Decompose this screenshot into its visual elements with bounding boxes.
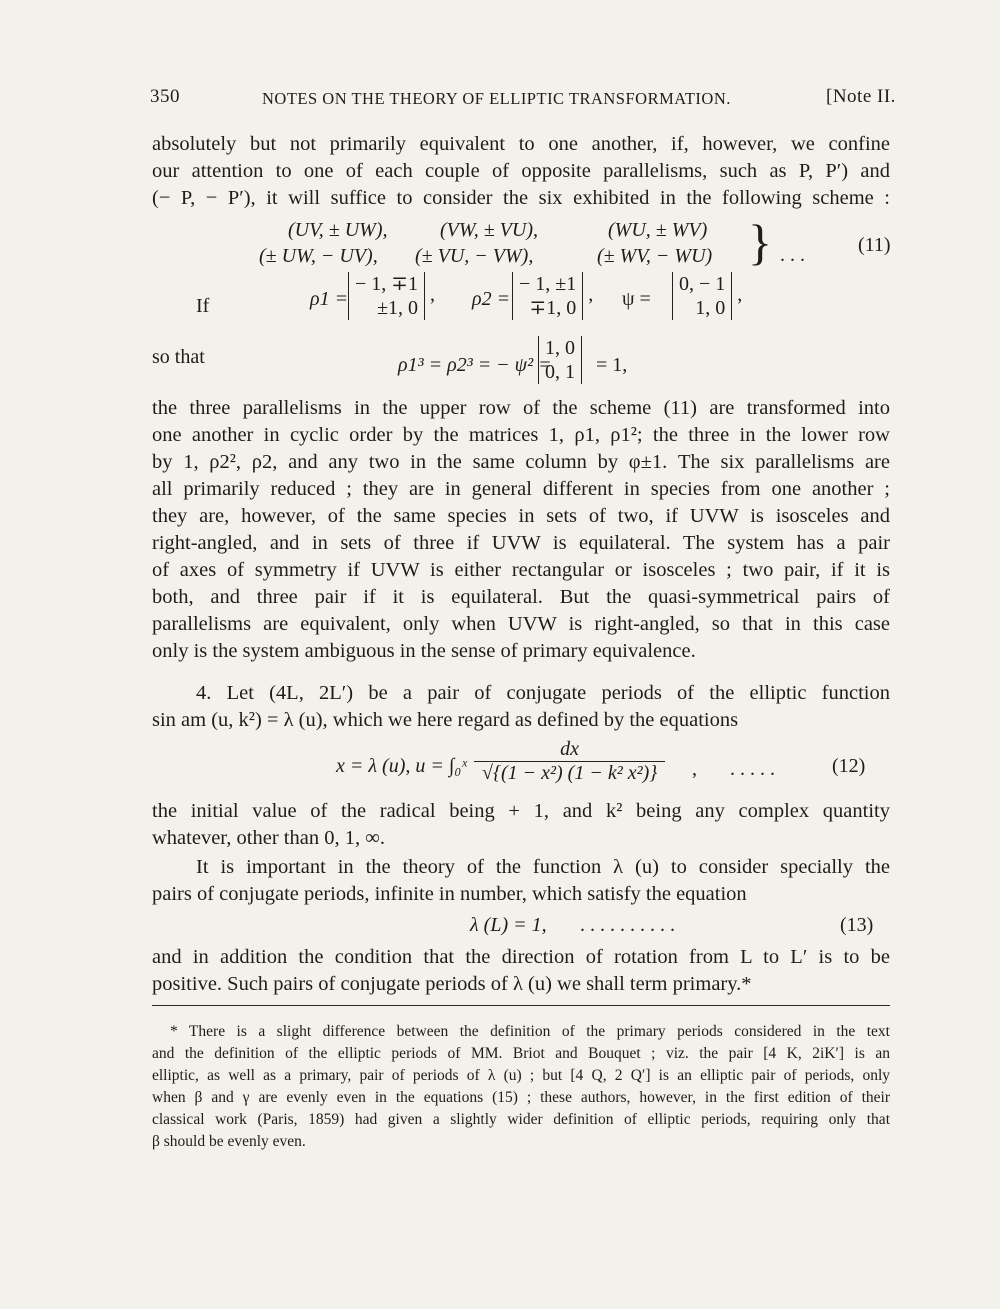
- scheme-row1-c: (WU, ± WV): [608, 219, 708, 241]
- scheme-dots: . . .: [780, 244, 805, 266]
- text-line: 4. Let (4L, 2L′) be a pair of conjugate periods of the elliptic function: [196, 682, 890, 704]
- text-line: by 1, ρ2², ρ2, and any two in the same column by φ±1. The six parallelisms are: [152, 451, 890, 473]
- fraction: [474, 738, 665, 785]
- scheme-row2-b: (± VU, − VW),: [415, 245, 534, 267]
- text-line: pairs of conjugate periods, infinite in number, which satisfy the equation: [152, 883, 747, 905]
- equation-number: (11): [858, 234, 891, 256]
- matrix-rho2: − 1, ±1 ∓1, 0 ,: [512, 272, 593, 320]
- determinant: [512, 272, 583, 320]
- denominator: √{(1 − x²) (1 − k² x²)}: [482, 762, 658, 784]
- psi-label: ψ =: [622, 288, 651, 310]
- eq12-dots: . . . . .: [730, 758, 775, 780]
- footnote-line: β should be evenly even.: [152, 1133, 306, 1150]
- matrix-rho1: − 1, ∓1 ±1, 0 ,: [348, 272, 435, 320]
- text-line: and in addition the condition that the direction of rotation from L to L′ is to be: [152, 946, 890, 968]
- right-brace: }: [748, 214, 772, 270]
- matrix-row: 0, − 1: [679, 273, 726, 295]
- matrix-row: − 1, ∓1: [355, 273, 419, 295]
- footnote-line: classical work (Paris, 1859) had given a slightly wider definition of elliptic periods, requiring only that: [152, 1111, 890, 1128]
- rho2-label: ρ2 =: [472, 288, 511, 310]
- footnote-line: when β and γ are evenly even in the equations (15) ; these authors, however, in the first edition of their: [152, 1089, 890, 1106]
- scheme-row1-a: (UV, ± UW),: [288, 219, 388, 241]
- note-label: [Note II.: [826, 86, 896, 107]
- scheme-row2-a: (± UW, − UV),: [259, 245, 378, 267]
- matrix-row: ∓1, 0: [529, 297, 577, 319]
- footnote-line: and the definition of the elliptic periods of MM. Briot and Bouquet ; viz. the pair [4 K, 2iK′] is an: [152, 1045, 890, 1062]
- footnote-line: elliptic, as well as a primary, pair of periods of λ (u) ; but [4 Q, 2 Q′] is an elliptic pair of periods, only: [152, 1067, 890, 1084]
- text-line: of axes of symmetry if UVW is either rectangular or isosceles ; two pair, if it is: [152, 559, 890, 581]
- text-line: right-angled, and in sets of three if UVW is equilateral. The system has a pair: [152, 532, 890, 554]
- text-line: all primarily reduced ; they are in general different in species from one another ;: [152, 478, 890, 500]
- text-line: absolutely but not primarily equivalent to one another, if, however, we confine: [152, 133, 890, 155]
- eq13-dots: . . . . . . . . . .: [580, 914, 675, 936]
- eq12-lhs: x = λ (u), u = ∫₀ˣ: [336, 755, 467, 777]
- text-line: only is the system ambiguous in the sense of primary equivalence.: [152, 640, 696, 662]
- text-line: sin am (u, k²) = λ (u), which we here regard as defined by the equations: [152, 709, 739, 731]
- footnote-rule: [152, 1005, 890, 1006]
- rho1-label: ρ1 =: [310, 288, 349, 310]
- identity-matrix: [538, 336, 582, 384]
- text-line: whatever, other than 0, 1, ∞.: [152, 827, 385, 849]
- scheme-row2-c: (± WV, − WU): [597, 245, 713, 267]
- matrix-row: ±1, 0: [377, 297, 419, 319]
- text-line: It is important in the theory of the function λ (u) to consider specially the: [196, 856, 890, 878]
- footnote-line: * There is a slight difference between the definition of the primary periods considered in the text: [170, 1023, 890, 1040]
- text-line: the three parallelisms in the upper row of the scheme (11) are transformed into: [152, 397, 890, 419]
- text-line: one another in cyclic order by the matrices 1, ρ1, ρ1²; the three in the lower row: [152, 424, 890, 446]
- determinant: [672, 272, 732, 320]
- so-that-rhs: = 1,: [596, 354, 628, 376]
- text-line: positive. Such pairs of conjugate periods of λ (u) we shall term primary.*: [152, 973, 752, 995]
- if-word: If: [196, 295, 210, 317]
- matrix-row: 1, 0: [545, 337, 575, 359]
- running-title: NOTES ON THE THEORY OF ELLIPTIC TRANSFORMATION.: [262, 89, 731, 108]
- eq13-expr: λ (L) = 1,: [470, 914, 547, 936]
- text-line: both, and three pair if it is equilateral. But the quasi-symmetrical pairs of: [152, 586, 890, 608]
- text-line: our attention to one of each couple of opposite parallelisms, such as P, P′) and: [152, 160, 890, 182]
- text-line: (− P, − P′), it will suffice to consider the six exhibited in the following scheme :: [152, 187, 890, 209]
- equation-number: (12): [832, 755, 866, 777]
- numerator: dx: [474, 738, 665, 762]
- text-line: parallelisms are equivalent, only when UVW is right-angled, so that in this case: [152, 613, 890, 635]
- matrix-row: 1, 0: [695, 297, 726, 319]
- eq12-tail: ,: [692, 758, 697, 780]
- so-that-word: so that: [152, 346, 205, 368]
- text-line: they are, however, of the same species in sets of two, if UVW is isosceles and: [152, 505, 890, 527]
- matrix-row: − 1, ±1: [519, 273, 577, 295]
- page-number: 350: [150, 86, 180, 107]
- determinant: [348, 272, 425, 320]
- matrix-psi: 0, − 1 1, 0 ,: [672, 272, 742, 320]
- text-line: the initial value of the radical being + 1, and k² being any complex quantity: [152, 800, 890, 822]
- eq12-fraction: [474, 738, 665, 785]
- determinant: [538, 336, 582, 384]
- scheme-row1-b: (VW, ± VU),: [440, 219, 538, 241]
- so-that-lhs: ρ1³ = ρ2³ = − ψ² =: [398, 354, 552, 376]
- matrix-row: 0, 1: [545, 361, 575, 383]
- equation-number: (13): [840, 914, 874, 936]
